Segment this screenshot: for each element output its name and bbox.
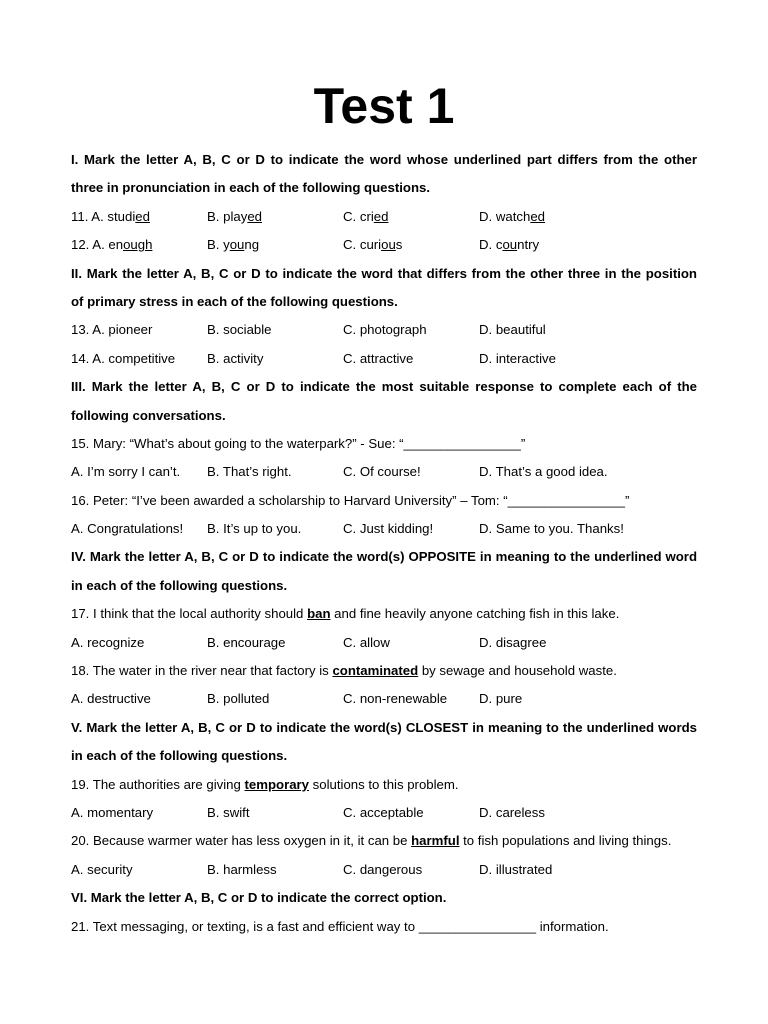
option-16-d: D. Same to you. Thanks! <box>479 521 624 537</box>
option-20-b: B. harmless <box>207 861 277 877</box>
section-1-instruction-line2: three in pronunciation in each of the following questions. <box>71 180 430 196</box>
option-18-a: A. destructive <box>71 691 151 707</box>
option-17-c: C. allow <box>343 634 390 650</box>
option-14-b: B. activity <box>207 350 264 366</box>
question-17-options <box>71 629 697 657</box>
option-13-a: 13. A. pioneer <box>71 322 153 338</box>
key-word: contaminated <box>332 663 419 679</box>
option-16-c: C. Just kidding! <box>343 521 434 537</box>
question-15-stem: 15. Mary: “What’s about going to the waterpark?” - Sue: “________________” <box>71 435 526 451</box>
section-2-instruction-line1: II. Mark the letter A, B, C or D to indicate the word that differs from the other three in the position <box>71 265 697 281</box>
option-17-d: D. disagree <box>479 634 547 650</box>
option-16-b: B. It’s up to you. <box>207 521 302 537</box>
question-15-options <box>71 458 697 486</box>
underlined-part: ou <box>229 237 245 253</box>
option-17-a: A. recognize <box>71 634 145 650</box>
underlined-part: ed <box>530 208 545 224</box>
key-word: temporary <box>244 776 309 792</box>
section-5-instruction-line1: V. Mark the letter A, B, C or D to indicate the word(s) CLOSEST in meaning to the underlined words <box>71 719 697 735</box>
option-14-c: C. attractive <box>343 350 414 366</box>
option-20-d: D. illustrated <box>479 861 553 877</box>
question-20-options <box>71 856 697 884</box>
section-4-instruction-line2: in each of the following questions. <box>71 577 288 593</box>
option-11-c: C. cried <box>343 208 389 224</box>
option-15-c: C. Of course! <box>343 464 421 480</box>
option-20-c: C. dangerous <box>343 861 423 877</box>
question-20-stem: 20. Because warmer water has less oxygen in it, it can be harmful to fish populations and living things. <box>71 833 672 849</box>
option-19-c: C. acceptable <box>343 804 424 820</box>
option-13-c: C. photograph <box>343 322 427 338</box>
section-1-instruction-line1: I. Mark the letter A, B, C or D to indicate the word whose underlined part differs from the other <box>71 152 697 167</box>
option-14-a: 14. A. competitive <box>71 350 176 366</box>
option-11-d: D. watched <box>479 208 545 224</box>
underlined-part: ough <box>123 237 153 253</box>
option-12-b: B. young <box>207 237 260 253</box>
option-13-b: B. sociable <box>207 322 272 338</box>
option-19-a: A. momentary <box>71 804 154 820</box>
question-19-options <box>71 799 697 827</box>
option-14-d: D. interactive <box>479 350 556 366</box>
question-17-stem: 17. I think that the local authority should ban and fine heavily anyone catching fish in this lake. <box>71 606 620 622</box>
underlined-part: ou <box>381 237 396 253</box>
question-16-options <box>71 515 697 543</box>
underlined-part: ed <box>373 208 389 224</box>
option-19-b: B. swift <box>207 804 250 820</box>
question-18-stem: 18. The water in the river near that factory is contaminated by sewage and household waste. <box>71 663 617 679</box>
section-5-instruction-line2: in each of the following questions. <box>71 748 288 764</box>
option-11-b: B. played <box>207 208 262 224</box>
question-14-options <box>71 345 697 373</box>
option-11-a: 11. A. studied <box>71 208 150 224</box>
option-12-c: C. curious <box>343 237 403 253</box>
option-16-a: A. Congratulations! <box>71 521 184 537</box>
question-12-options <box>71 231 697 259</box>
question-19-stem: 19. The authorities are giving temporary solutions to this problem. <box>71 776 459 792</box>
key-word: ban <box>307 606 331 622</box>
section-3-instruction-line2: following conversations. <box>71 407 226 423</box>
question-11-options <box>71 203 697 231</box>
question-16-stem: 16. Peter: “I’ve been awarded a scholarship to Harvard University” – Tom: “________________” <box>71 492 630 508</box>
underlined-part: ed <box>135 208 150 224</box>
section-3-instruction-line1: III. Mark the letter A, B, C or D to indicate the most suitable response to complete each of the <box>71 379 697 395</box>
underlined-part: ou <box>502 237 518 253</box>
section-2-instruction-line2: of primary stress in each of the following questions. <box>71 293 398 309</box>
option-12-d: D. country <box>479 237 540 253</box>
option-20-a: A. security <box>71 861 133 877</box>
question-21-stem: 21. Text messaging, or texting, is a fast and efficient way to ________________ information. <box>71 918 609 934</box>
option-13-d: D. beautiful <box>479 322 546 338</box>
key-word: harmful <box>411 833 460 849</box>
option-18-d: D. pure <box>479 691 523 707</box>
option-18-c: C. non-renewable <box>343 691 448 707</box>
option-15-b: B. That’s right. <box>207 464 292 480</box>
option-17-b: B. encourage <box>207 634 286 650</box>
option-19-d: D. careless <box>479 804 545 820</box>
option-15-d: D. That’s a good idea. <box>479 464 608 480</box>
underlined-part: ed <box>247 208 262 224</box>
option-18-b: B. polluted <box>207 691 270 707</box>
page-title: Test 1 <box>313 78 455 134</box>
section-4-instruction-line1: IV. Mark the letter A, B, C or D to indicate the word(s) OPPOSITE in meaning to the underlined word <box>71 549 697 565</box>
option-12-a: 12. A. enough <box>71 237 153 253</box>
question-18-options <box>71 685 697 713</box>
test-content <box>71 146 697 941</box>
section-6-instruction-line1: VI. Mark the letter A, B, C or D to indicate the correct option. <box>71 890 447 906</box>
option-15-a: A. I’m sorry I can’t. <box>71 464 181 480</box>
question-13-options <box>71 316 697 344</box>
